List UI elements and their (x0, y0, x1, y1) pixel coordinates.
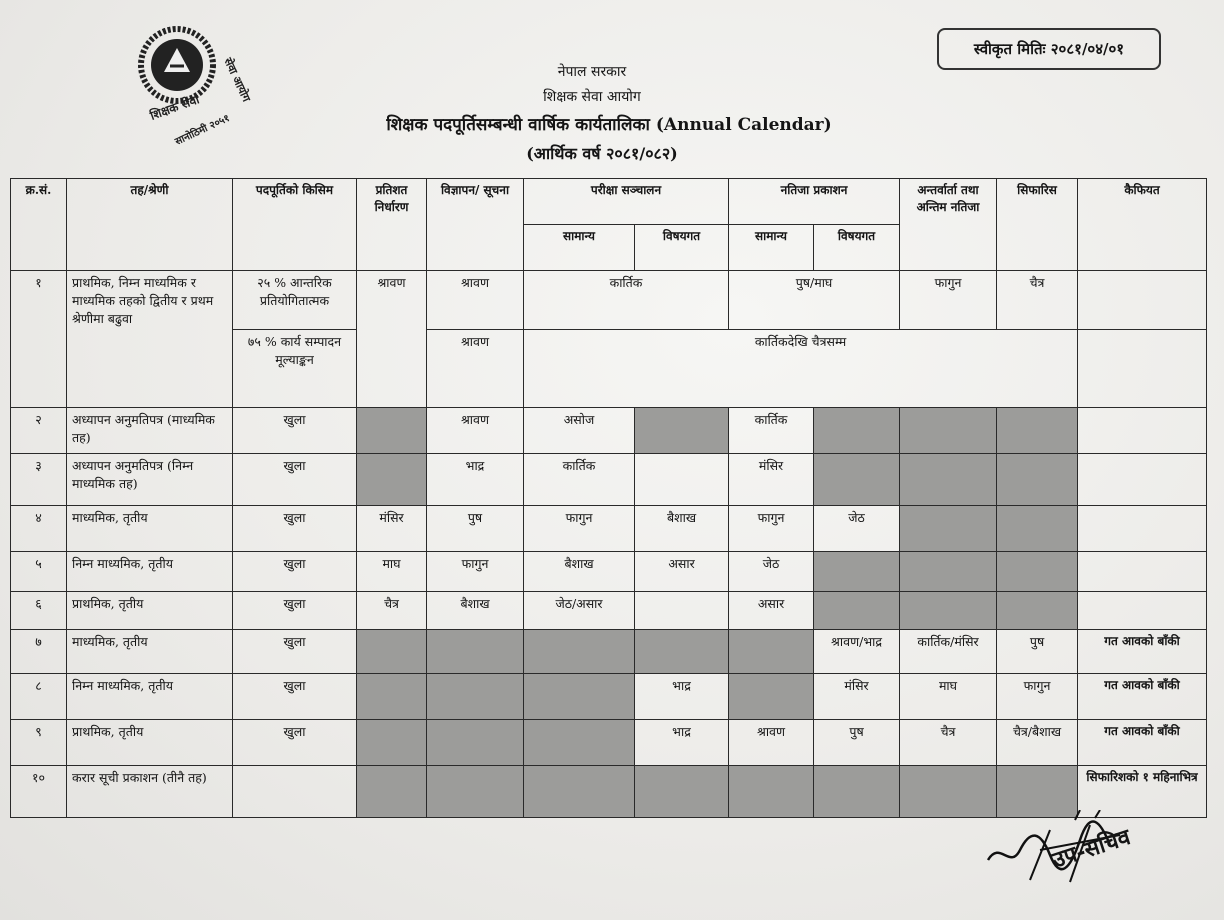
cell-type: खुला (233, 506, 357, 552)
cell-remarks (1078, 271, 1207, 330)
cell-shaded (635, 766, 729, 818)
cell-shaded (357, 630, 427, 674)
cell-level: प्राथमिक, तृतीय (67, 720, 233, 766)
cell-remarks (1078, 506, 1207, 552)
cell-sn: २ (11, 408, 67, 454)
cell-type: खुला (233, 552, 357, 592)
cell-exam-subjective (635, 592, 729, 630)
cell-shaded (524, 630, 635, 674)
header-commission: शिक्षक सेवा आयोग (543, 89, 641, 105)
cell-percent: मंसिर (357, 506, 427, 552)
cell-sn: ५ (11, 552, 67, 592)
cell-result-general: कार्तिक (729, 408, 814, 454)
cell-exam-general: असोज (524, 408, 635, 454)
col-result-subjective: विषयगत (814, 225, 900, 271)
cell-result-general: फागुन (729, 506, 814, 552)
cell-interview: कार्तिक/मंसिर (900, 630, 997, 674)
cell-type: खुला (233, 720, 357, 766)
cell-exam-general: जेठ/असार (524, 592, 635, 630)
approved-date-text: स्वीकृत मितिः २०८१/०४/०१ (973, 40, 1125, 58)
cell-recommend: पुष (997, 630, 1078, 674)
signatory-title: उप-सचिव (1048, 823, 1134, 874)
col-result-general: सामान्य (729, 225, 814, 271)
cell-shaded (357, 766, 427, 818)
cell-exam-subjective: भाद्र (635, 720, 729, 766)
cell-exam-general: कार्तिक (524, 454, 635, 506)
cell-level: करार सूची प्रकाशन (तीनै तह) (67, 766, 233, 818)
cell-notice: श्रावण (427, 271, 524, 330)
cell-type: खुला (233, 592, 357, 630)
cell-shaded (900, 592, 997, 630)
cell-shaded (814, 408, 900, 454)
cell-percent: चैत्र (357, 592, 427, 630)
table-row (11, 506, 1207, 552)
cell-sn: ३ (11, 454, 67, 506)
table-row (11, 720, 1207, 766)
col-type: पदपूर्तिको किसिम (233, 179, 357, 271)
cell-shaded (997, 454, 1078, 506)
cell-result-subjective: मंसिर (814, 674, 900, 720)
cell-remarks (1078, 408, 1207, 454)
cell-shaded (900, 552, 997, 592)
col-exam-subjective: विषयगत (635, 225, 729, 271)
cell-type: २५ % आन्तरिक प्रतियोगितात्मक (233, 271, 357, 330)
col-recommend: सिफारिस (997, 179, 1078, 271)
cell-level: निम्न माध्यमिक, तृतीय (67, 552, 233, 592)
cell-type: ७५ % कार्य सम्पादन मूल्याङ्कन (233, 330, 357, 408)
cell-notice: फागुन (427, 552, 524, 592)
cell-remarks: गत आवको बाँकी (1078, 674, 1207, 720)
cell-sn: ६ (11, 592, 67, 630)
cell-recommend: फागुन (997, 674, 1078, 720)
cell-remarks (1078, 454, 1207, 506)
cell-shaded (357, 720, 427, 766)
svg-text:शिक्षक सेवा: शिक्षक सेवा (148, 92, 202, 123)
cell-exam-subjective: असार (635, 552, 729, 592)
cell-type: खुला (233, 454, 357, 506)
cell-exam: कार्तिक (524, 271, 729, 330)
cell-remarks (1078, 330, 1207, 408)
cell-shaded (814, 592, 900, 630)
col-interview: अन्तर्वार्ता तथा अन्तिम नतिजा (900, 179, 997, 271)
cell-exam-to-recommend: कार्तिकदेखि चैत्रसम्म (524, 330, 1078, 408)
cell-level: अध्यापन अनुमतिपत्र (निम्न माध्यमिक तह) (67, 454, 233, 506)
col-sn: क्र.सं. (11, 179, 67, 271)
cell-sn: ८ (11, 674, 67, 720)
cell-recommend: चैत्र/बैशाख (997, 720, 1078, 766)
cell-sn: १ (11, 271, 67, 408)
cell-shaded (524, 766, 635, 818)
cell-shaded (814, 454, 900, 506)
cell-level: प्राथमिक, निम्न माध्यमिक र माध्यमिक तहको द्वितीय र प्रथम श्रेणीमा बढुवा (67, 271, 233, 408)
cell-shaded (997, 506, 1078, 552)
cell-shaded (357, 408, 427, 454)
cell-shaded (524, 720, 635, 766)
cell-result-general: मंसिर (729, 454, 814, 506)
table-row (11, 674, 1207, 720)
cell-notice: श्रावण (427, 408, 524, 454)
table-row (11, 630, 1207, 674)
cell-percent: श्रावण (357, 271, 427, 408)
cell-shaded (997, 592, 1078, 630)
cell-level: अध्यापन अनुमतिपत्र (माध्यमिक तह) (67, 408, 233, 454)
cell-result-general: असार (729, 592, 814, 630)
cell-shaded (814, 766, 900, 818)
cell-exam-subjective: बैशाख (635, 506, 729, 552)
table-row (11, 592, 1207, 630)
cell-shaded (814, 552, 900, 592)
page-title: शिक्षक पदपूर्तिसम्बन्धी वार्षिक कार्यतालिका (Annual Calendar) (386, 115, 832, 135)
cell-interview: फागुन (900, 271, 997, 330)
cell-result-subjective: पुष (814, 720, 900, 766)
cell-shaded (900, 408, 997, 454)
col-exam: परीक्षा सञ्चालन (524, 179, 729, 225)
col-level: तह/श्रेणी (67, 179, 233, 271)
col-result: नतिजा प्रकाशन (729, 179, 900, 225)
cell-type (233, 766, 357, 818)
cell-remarks: गत आवको बाँकी (1078, 720, 1207, 766)
cell-shaded (997, 552, 1078, 592)
cell-shaded (524, 674, 635, 720)
table-row (11, 271, 1207, 330)
cell-notice: श्रावण (427, 330, 524, 408)
cell-shaded (729, 674, 814, 720)
cell-sn: ७ (11, 630, 67, 674)
cell-shaded (729, 766, 814, 818)
table-row (11, 454, 1207, 506)
cell-shaded (427, 674, 524, 720)
cell-remarks (1078, 592, 1207, 630)
cell-level: माध्यमिक, तृतीय (67, 506, 233, 552)
cell-exam-general: फागुन (524, 506, 635, 552)
annual-calendar-table (10, 178, 1207, 818)
col-exam-general: सामान्य (524, 225, 635, 271)
page-subtitle: (आर्थिक वर्ष २०८१/०८२) (526, 144, 678, 163)
cell-shaded (635, 408, 729, 454)
cell-remarks: सिफारिशको १ महिनाभित्र (1078, 766, 1207, 818)
cell-shaded (635, 630, 729, 674)
cell-notice: बैशाख (427, 592, 524, 630)
col-percent: प्रतिशत निर्धारण (357, 179, 427, 271)
header-government: नेपाल सरकार (557, 64, 627, 80)
cell-interview: माघ (900, 674, 997, 720)
cell-result-subjective: जेठ (814, 506, 900, 552)
cell-shaded (357, 674, 427, 720)
cell-sn: ९ (11, 720, 67, 766)
cell-recommend: चैत्र (997, 271, 1078, 330)
cell-notice: भाद्र (427, 454, 524, 506)
col-notice: विज्ञापन/ सूचना (427, 179, 524, 271)
cell-shaded (900, 454, 997, 506)
cell-shaded (427, 630, 524, 674)
cell-shaded (900, 506, 997, 552)
table-header-row (11, 179, 1207, 225)
cell-percent: माघ (357, 552, 427, 592)
cell-result-general: जेठ (729, 552, 814, 592)
cell-level: प्राथमिक, तृतीय (67, 592, 233, 630)
col-remarks: कैफियत (1078, 179, 1207, 271)
cell-shaded (997, 408, 1078, 454)
cell-type: खुला (233, 408, 357, 454)
cell-remarks (1078, 552, 1207, 592)
cell-sn: ४ (11, 506, 67, 552)
cell-shaded (729, 630, 814, 674)
cell-shaded (427, 720, 524, 766)
cell-remarks: गत आवको बाँकी (1078, 630, 1207, 674)
cell-level: माध्यमिक, तृतीय (67, 630, 233, 674)
cell-interview: चैत्र (900, 720, 997, 766)
cell-result-subjective: श्रावण/भाद्र (814, 630, 900, 674)
table-row (11, 552, 1207, 592)
cell-shaded (357, 454, 427, 506)
svg-text:सानोठिमी २०५१: सानोठिमी २०५१ (173, 112, 232, 148)
cell-type: खुला (233, 630, 357, 674)
cell-level: निम्न माध्यमिक, तृतीय (67, 674, 233, 720)
cell-notice: पुष (427, 506, 524, 552)
cell-sn: १० (11, 766, 67, 818)
cell-exam-subjective (635, 454, 729, 506)
svg-text:सेवा आयोग: सेवा आयोग (221, 55, 253, 104)
cell-exam-general: बैशाख (524, 552, 635, 592)
cell-exam-subjective: भाद्र (635, 674, 729, 720)
cell-result: पुष/माघ (729, 271, 900, 330)
cell-type: खुला (233, 674, 357, 720)
table-row (11, 408, 1207, 454)
cell-result-general: श्रावण (729, 720, 814, 766)
cell-shaded (427, 766, 524, 818)
